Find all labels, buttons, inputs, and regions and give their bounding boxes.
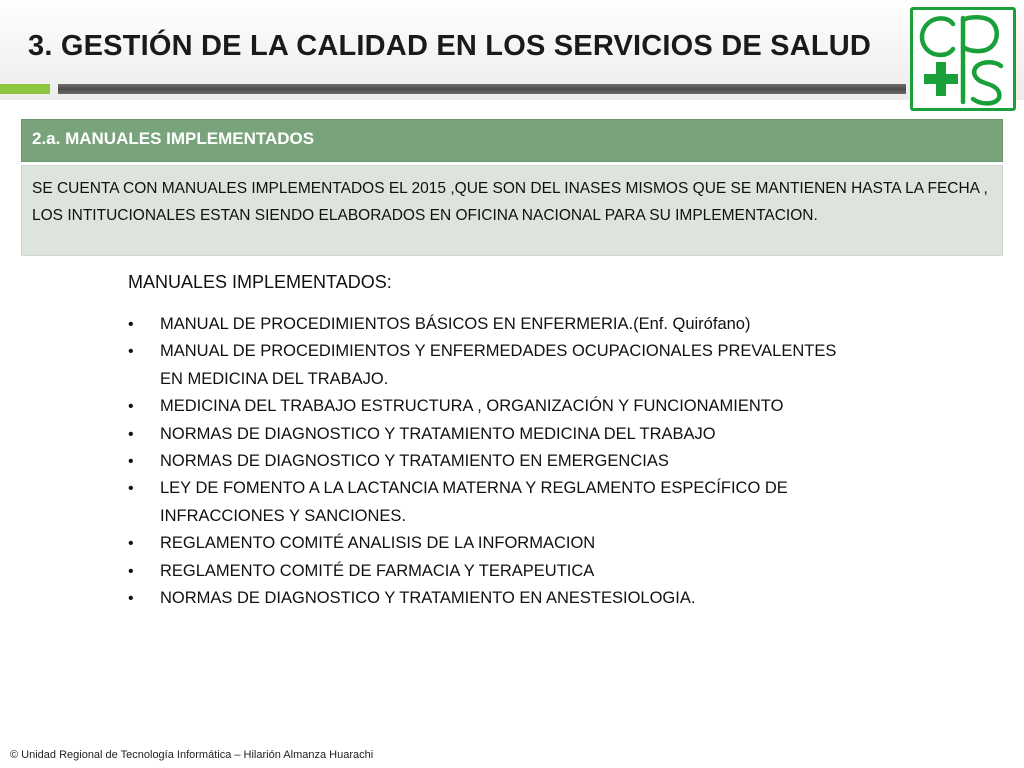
accent-bar-dark: [58, 84, 906, 94]
manuals-list: [128, 311, 858, 612]
list-item: • NORMAS DE DIAGNOSTICO Y TRATAMIENTO EN EMERGENCIAS: [128, 448, 858, 475]
list-item: • REGLAMENTO COMITÉ DE FARMACIA Y TERAPEUTICA: [128, 558, 858, 585]
manuals-block: [128, 272, 858, 612]
list-item: • MANUAL DE PROCEDIMIENTOS Y ENFERMEDADES OCUPACIONALES PREVALENTES EN MEDICINA DEL TRABAJO.: [128, 338, 858, 393]
list-item: • NORMAS DE DIAGNOSTICO Y TRATAMIENTO EN ANESTESIOLOGIA.: [128, 585, 858, 612]
manuals-title: MANUALES IMPLEMENTADOS:: [128, 272, 392, 292]
section-body-text: SE CUENTA CON MANUALES IMPLEMENTADOS EL 2015 ,QUE SON DEL INASES MISMOS QUE SE MANTIENEN HASTA LA FECHA , LOS INTITUCIONALES ESTAN SIENDO ELABORADOS EN OFICINA NACIONAL PARA SU IMPLEMENTACION.: [21, 165, 1003, 256]
section-heading: 2.a. MANUALES IMPLEMENTADOS: [21, 119, 1003, 162]
list-item: • REGLAMENTO COMITÉ ANALISIS DE LA INFORMACION: [128, 530, 858, 557]
footer-credit: © Unidad Regional de Tecnología Informática – Hilarión Almanza Huarachi: [10, 749, 374, 761]
list-item: • LEY DE FOMENTO A LA LACTANCIA MATERNA Y REGLAMENTO ESPECÍFICO DE INFRACCIONES Y SANCIONES.: [128, 475, 858, 530]
list-item: • NORMAS DE DIAGNOSTICO Y TRATAMIENTO MEDICINA DEL TRABAJO: [128, 421, 858, 448]
accent-bar-green: [0, 84, 50, 94]
page-title: 3. GESTIÓN DE LA CALIDAD EN LOS SERVICIOS DE SALUD: [28, 30, 872, 62]
cps-logo-icon: [910, 7, 1016, 111]
list-item: • MEDICINA DEL TRABAJO ESTRUCTURA , ORGANIZACIÓN Y FUNCIONAMIENTO: [128, 393, 858, 420]
list-item: • MANUAL DE PROCEDIMIENTOS BÁSICOS EN ENFERMERIA.(Enf. Quirófano): [128, 311, 858, 338]
